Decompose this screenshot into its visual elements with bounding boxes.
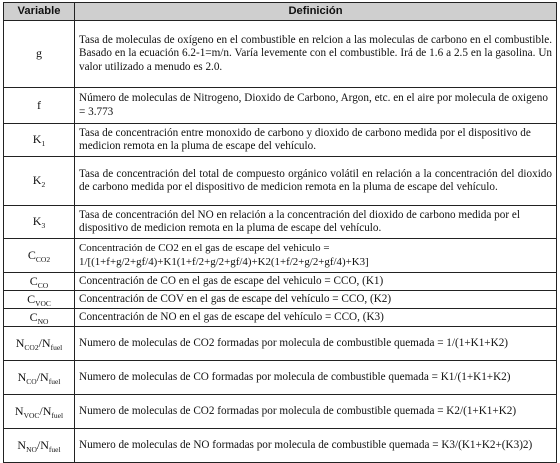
table-row <box>4 21 557 88</box>
definition-cell: Tasa de concentración del NO en relación a la concentración del dioxido de carbono medida por el dispositivo de medicion remota en la pluma de escape del vehículo. <box>75 206 557 239</box>
table-row <box>4 88 557 124</box>
variable-symbol: g <box>36 46 42 61</box>
variable-cell <box>4 206 75 239</box>
variable-subscript: CO <box>26 376 37 386</box>
variable-symbol: C <box>29 273 38 288</box>
table-header-row <box>4 3 557 21</box>
variable-subscript-divisor: fuel <box>48 376 61 386</box>
header-definition: Definición <box>75 3 557 21</box>
variable-subscript: CO2 <box>35 254 51 264</box>
variable-subscript: NO <box>26 444 37 454</box>
variable-cell <box>4 124 75 157</box>
table-row <box>4 206 557 239</box>
variable-subscript: 3 <box>41 221 46 231</box>
variable-symbol: f <box>37 97 41 112</box>
table-row <box>4 429 557 463</box>
variable-symbol-divisor: /N <box>38 335 51 350</box>
definition-cell: Tasa de concentración del total de compuesto orgánico volátil en relación a la concentración del dioxido de carbono medida por el dispositivo de medicion remota en la pluma de escape del vehículo. <box>75 157 557 206</box>
variable-subscript: VOC <box>35 298 51 308</box>
table-row <box>4 273 557 291</box>
variable-symbol: C <box>27 291 36 306</box>
variable-symbol: N <box>17 437 27 452</box>
variable-symbol-divisor: /N <box>36 437 49 452</box>
table-row <box>4 157 557 206</box>
header-variable: Variable <box>4 3 75 21</box>
variable-subscript-divisor: fuel <box>48 444 61 454</box>
variable-subscript-divisor: fuel <box>50 342 63 352</box>
variable-cell <box>4 291 75 309</box>
variable-symbol: K <box>32 132 42 147</box>
variable-symbol-divisor: /N <box>39 403 52 418</box>
variable-cell <box>4 239 75 273</box>
variable-cell <box>4 429 75 463</box>
variable-subscript: 1 <box>41 139 46 149</box>
variable-subscript: CO2 <box>24 342 39 352</box>
variables-definitions-table <box>3 2 557 463</box>
variable-cell <box>4 273 75 291</box>
variable-cell <box>4 309 75 327</box>
definition-cell: Concentración de CO en el gas de escape del vehiculo = CCO, (K1) <box>75 273 557 291</box>
definition-cell: Numero de moleculas de NO formadas por molecula de combustible quemada = K3/(K1+K2+(K3)2) <box>75 429 557 463</box>
table-row <box>4 327 557 361</box>
definition-cell: Tasa de moleculas de oxígeno en el combustible en relcion a las moleculas de carbono en el combustible. Basado en la ecuación 6.2-1=m/n. Varía levemente con el combustible. Irá de 1.6 a 2.5 en la gasolina. Un valor utilizado a menudo es 2.0. <box>75 21 557 88</box>
variable-cell <box>4 395 75 429</box>
table-row <box>4 291 557 309</box>
variable-subscript-divisor: fuel <box>51 410 64 420</box>
table-row <box>4 395 557 429</box>
variable-subscript: CO <box>37 280 49 290</box>
variable-cell <box>4 157 75 206</box>
table-row <box>4 124 557 157</box>
variable-symbol: C <box>29 309 38 324</box>
variable-cell <box>4 21 75 88</box>
variable-symbol: K <box>32 214 42 229</box>
variable-subscript: VOC <box>23 410 40 420</box>
variable-symbol: N <box>14 403 24 418</box>
definition-cell: Número de moleculas de Nitrogeno, Dioxido de Carbono, Argon, etc. en el aire por molecula de oxigeno = 3.773 <box>75 88 557 124</box>
definition-cell: Concentración de CO2 en el gas de escape del vehiculo = 1/[(1+f+g/2+gf/4)+K1(1+f/2+g/2+gf/4)+K2(1+f/2+g/2+gf/4)+K3] <box>75 239 557 273</box>
definition-cell: Tasa de concentración entre monoxido de carbono y dioxido de carbono medida por el dispositivo de medicion remota en la pluma de escape del vehículo. <box>75 124 557 157</box>
table-row <box>4 309 557 327</box>
variable-symbol: N <box>17 369 27 384</box>
variable-symbol: K <box>32 173 42 188</box>
variable-symbol: C <box>27 247 36 262</box>
table-row <box>4 239 557 273</box>
variable-symbol-divisor: /N <box>36 369 49 384</box>
definition-cell: Concentración de COV en el gas de escape del vehículo = CCO, (K2) <box>75 291 557 309</box>
variable-subscript: NO <box>37 316 49 326</box>
definition-cell: Numero de moleculas de CO2 formadas por molecula de combustible quemada = K2/(1+K1+K2) <box>75 395 557 429</box>
definition-cell: Numero de moleculas de CO2 formadas por molecula de combustible quemada = 1/(1+K1+K2) <box>75 327 557 361</box>
variable-cell <box>4 327 75 361</box>
definitions-table-container <box>3 2 557 463</box>
table-row <box>4 361 557 395</box>
definition-cell: Concentración de NO en el gas de escape del vehículo = CCO, (K3) <box>75 309 557 327</box>
variable-symbol: N <box>15 335 25 350</box>
definition-cell: Numero de moleculas de CO formadas por molecula de combustible quemada = K1/(1+K1+K2) <box>75 361 557 395</box>
variable-cell <box>4 88 75 124</box>
variable-subscript: 2 <box>41 180 46 190</box>
variable-cell <box>4 361 75 395</box>
